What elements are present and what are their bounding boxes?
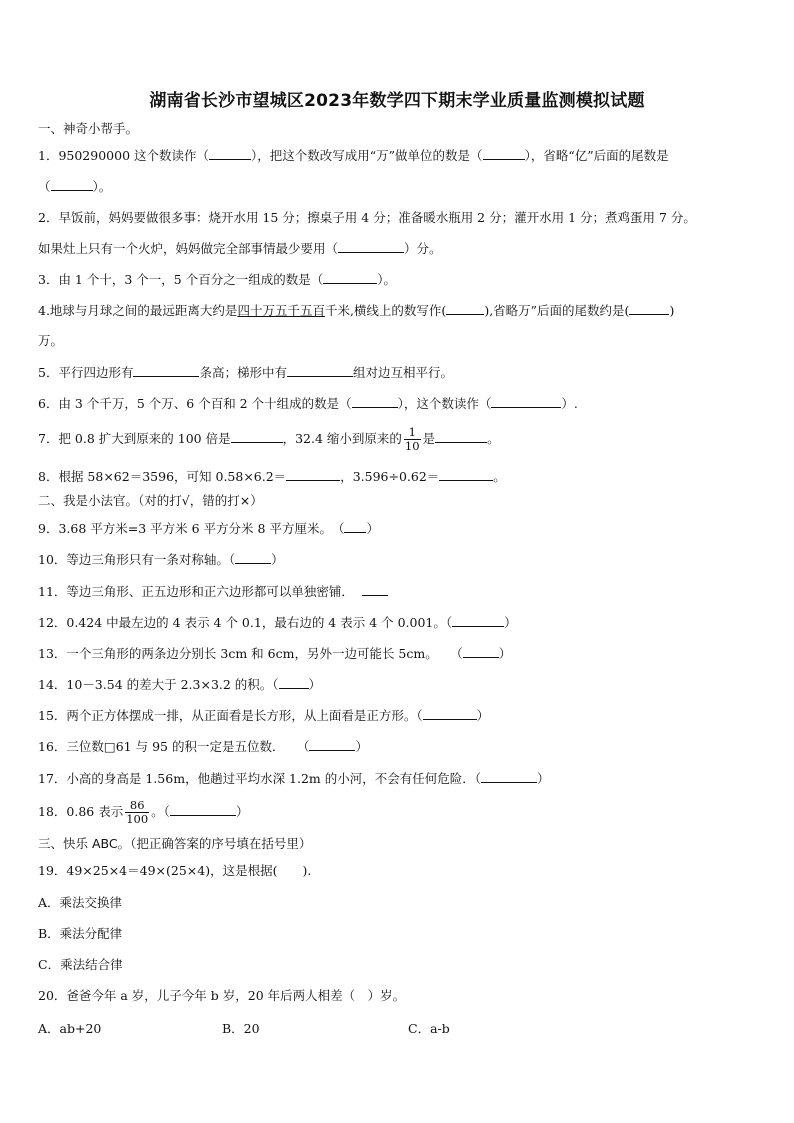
question-16: 16．三位数□61 与 95 的积一定是五位数． （ ） <box>38 739 368 754</box>
blank <box>463 645 499 658</box>
question-11: 11．等边三角形、正五边形和正六边形都可以单独密铺． <box>38 583 388 600</box>
blank <box>483 147 525 160</box>
section-1-heading: 一、神奇小帮手。 <box>38 121 139 136</box>
blank <box>439 468 493 481</box>
question-13: 13．一个三角形的两条边分别长 3cm 和 6cm，另外一边可能长 5cm。 （ ） <box>38 646 512 661</box>
page-title: 湖南省长沙市望城区2023年数学四下期末学业质量监测模拟试题 <box>149 91 645 111</box>
question-19-option-a: A．乘法交换律 <box>38 895 123 910</box>
question-14: 14．10－3.54 的差大于 2.3×3.2 的积。（ ） <box>38 677 322 692</box>
blank <box>209 147 251 160</box>
blank <box>338 240 404 253</box>
blank <box>286 468 340 481</box>
blank <box>279 676 309 689</box>
question-2: 2．早饭前，妈妈要做很多事：烧开水用 15 分；擦桌子用 4 分；准备暖水瓶用 2 分；灌开水用 1 分；煮鸡蛋用 7 分。 <box>38 210 696 225</box>
blank <box>235 551 271 564</box>
question-9: 9．3.68 平方米=3 平方米 6 平方分米 8 平方厘米。 （ ） <box>38 521 379 536</box>
question-19-option-b: B．乘法分配律 <box>38 926 123 941</box>
blank <box>323 271 377 284</box>
question-10: 10．等边三角形只有一条对称轴。（ ） <box>38 552 284 567</box>
blank <box>452 614 504 627</box>
question-20: 20．爸爸今年 a 岁，儿子今年 b 岁，20 年后两人相差（ ）岁。 <box>38 988 406 1003</box>
blank <box>352 395 398 408</box>
blank <box>51 178 93 191</box>
question-19: 19．49×25×4＝49×(25×4)，这是根据( ). <box>38 863 312 878</box>
blank <box>481 770 537 783</box>
blank <box>423 707 477 720</box>
question-18: 18．0.86 表示 $\frac{86}{100}$ 。（ ） <box>38 798 249 826</box>
question-1-cont: （ ）。 <box>38 179 112 194</box>
blank <box>629 302 669 315</box>
section-3-heading: 三、快乐 ABC。（把正确答案的序号填在括号里） <box>38 836 312 851</box>
question-4-cont: 万。 <box>38 333 64 348</box>
question-12: 12．0.424 中最左边的 4 表示 4 个 0.1，最右边的 4 表示 4 个 0.001。（ ） <box>38 615 517 630</box>
blank <box>231 430 283 443</box>
blank <box>362 583 388 596</box>
fraction: $\frac{1}{10}$ <box>404 425 420 453</box>
blank <box>287 364 353 377</box>
question-20-option-b: B．20 <box>222 1021 260 1036</box>
question-4: 4.地球与月球之间的最远距离大约是四十万五千五百千米,横线上的数写作( ),省略万”后面的尾数约是( ) <box>38 303 675 318</box>
question-1: 1．950290000 这个数读作（ ），把这个数改写成用“万”做单位的数是（ ），省略“亿”后面的尾数是 <box>38 148 669 163</box>
blank <box>491 395 561 408</box>
blank <box>170 803 236 816</box>
question-3: 3．由 1 个十，3 个一，5 个百分之一组成的数是（ ）。 <box>38 272 396 287</box>
question-17: 17．小高的身高是 1.56m，他趟过平均水深 1.2m 的小河，不会有任何危险．（ ） <box>38 771 550 786</box>
question-20-option-a: A．ab+20 <box>38 1021 102 1036</box>
blank <box>435 430 487 443</box>
question-5: 5．平行四边形有 条高；梯形中有 组对边互相平行。 <box>38 365 453 380</box>
fraction: $\frac{86}{100}$ <box>126 798 149 826</box>
question-2-cont: 如果灶上只有一个火炉，妈妈做完全部事情最少要用（ ）分。 <box>38 241 442 256</box>
question-19-option-c: C．乘法结合律 <box>38 957 123 972</box>
question-7: 7．把 0.8 扩大到原来的 100 倍是 ，32.4 缩小到原来的 $\frac{1}{10}$ 是 。 <box>38 425 500 453</box>
question-20-option-c: C．a-b <box>408 1021 450 1036</box>
question-8: 8．根据 58×62＝3596，可知 0.58×6.2＝ ，3.596÷0.62＝ 。 <box>38 469 506 484</box>
question-6: 6．由 3 个千万，5 个万、6 个百和 2 个十组成的数是（ ），这个数读作（ ）. <box>38 396 578 411</box>
question-15: 15．两个正方体摆成一排，从正面看是长方形，从上面看是正方形。（ ） <box>38 708 490 723</box>
blank <box>344 520 366 533</box>
section-2-heading: 二、我是小法官。（对的打√，错的打×） <box>38 493 263 508</box>
blank <box>309 738 355 751</box>
blank <box>133 364 199 377</box>
blank <box>446 302 484 315</box>
